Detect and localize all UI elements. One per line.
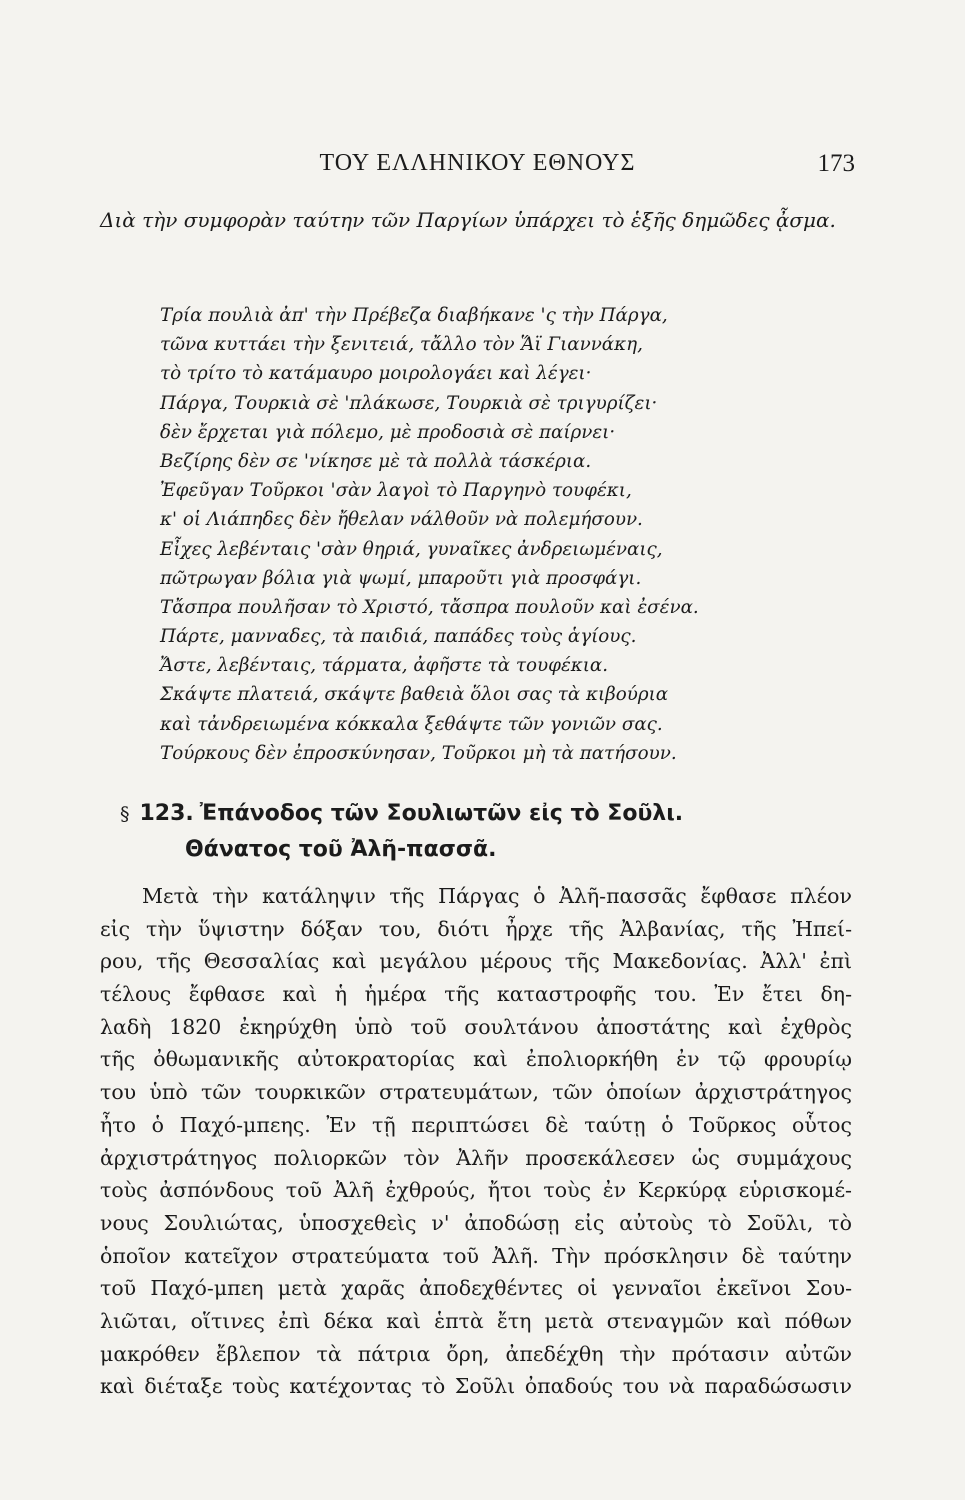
poem — [160, 301, 820, 768]
section-title-line2: Θάνατος τοῦ Ἀλῆ-πασσᾶ. — [185, 837, 497, 862]
poem-line: δὲν ἔρχεται γιὰ πόλεμο, μὲ προδοσιὰ σὲ παίρνει· — [160, 421, 616, 443]
body-line: εἰς τὴν ὕψιστην δόξαν του, διότι ἦρχε τῆς Ἀλβανίας, τῆς Ἠπεί- — [100, 916, 852, 941]
page-number: 173 — [817, 150, 855, 177]
body-line: τέλους ἔφθασε καὶ ἡ ἡμέρα τῆς καταστροφῆς του. Ἐν ἔτει δη- — [100, 982, 852, 1007]
poem-line: τὸ τρίτο τὸ κατάμαυρο μοιρολογάει καὶ λέγει· — [160, 363, 592, 385]
section-mark: § — [120, 803, 130, 825]
section-number: 123. — [139, 801, 194, 826]
section-heading — [120, 796, 840, 868]
poem-line: Βεζίρης δὲν σε 'νίκησε μὲ τὰ πολλὰ τάσκέρια. — [160, 450, 592, 472]
body-line: ρου, τῆς Θεσσαλίας καὶ μεγάλου μέρους τῆς Μακεδονίας. Ἀλλ' ἐπὶ — [100, 949, 852, 974]
running-head — [100, 150, 855, 180]
body-line: τῆς ὀθωμανικῆς αὐτοκρατορίας καὶ ἐπολιορκήθη ἐν τῷ φρουρίῳ — [100, 1047, 852, 1072]
body-line: μακρόθεν ἔβλεπον τὰ πάτρια ὄρη, ἀπεδέχθη τὴν πρότασιν αὐτῶν — [100, 1341, 852, 1366]
body-line: ὁποῖον κατεῖχον στρατεύματα τοῦ Ἀλῆ. Τὴν πρόσκλησιν δὲ ταύτην — [100, 1243, 852, 1268]
body-line: τοὺς ἀσπόνδους τοῦ Ἀλῆ ἐχθρούς, ἤτοι τοὺς ἐν Κερκύρᾳ εὑρισκομέ- — [100, 1178, 852, 1203]
body-line: ἦτο ὁ Παχό-μπεης. Ἐν τῇ περιπτώσει δὲ ταύτῃ ὁ Τοῦρκος οὗτος — [100, 1112, 852, 1137]
body-line: καὶ διέταξε τοὺς κατέχοντας τὸ Σοῦλι ὀπαδούς του νὰ παραδώσωσιν — [100, 1374, 852, 1399]
poem-line: Εἶχες λεβένταις 'σὰν θηριά, γυναῖκες ἀνδρειωμέναις, — [160, 538, 663, 560]
poem-line: Σκάψτε πλατειά, σκάψτε βαθειὰ ὅλοι σας τὰ κιβούρια — [160, 684, 669, 706]
poem-line: Πάρτε, μανναδες, τὰ παιδιά, παπάδες τοὺς ἁγίους. — [160, 626, 637, 648]
poem-line: Ἐφεῦγαν Τοῦρκοι 'σὰν λαγοὶ τὸ Παργηνὸ τουφέκι, — [160, 480, 632, 502]
section-title-line1: Ἐπάνοδος τῶν Σουλιωτῶν εἰς τὸ Σοῦλι. — [199, 801, 684, 826]
body-line: του ὑπὸ τῶν τουρκικῶν στρατευμάτων, τῶν ὁποίων ἀρχιστράτηγος — [100, 1080, 852, 1105]
poem-line: Τἄσπρα πουλῆσαν τὸ Χριστό, τἄσπρα πουλοῦν καὶ ἐσένα. — [160, 596, 699, 618]
body-line: Μετὰ τὴν κατάληψιν τῆς Πάργας ὁ Ἀλῆ-πασσᾶς ἔφθασε πλέον — [142, 884, 852, 908]
body-line: νους Σουλιώτας, ὑποσχεθεὶς ν' ἀποδώσῃ εἰς αὐτοὺς τὸ Σοῦλι, τὸ — [100, 1210, 852, 1235]
body-line: τοῦ Παχό-μπεη μετὰ χαρᾶς ἀποδεχθέντες οἱ γενναῖοι ἐκεῖνοι Σου- — [100, 1276, 852, 1301]
poem-line: Τρία πουλιὰ ἀπ' τὴν Πρέβεζα διαβήκανε 'ς τὴν Πάργα, — [160, 305, 668, 326]
running-title: ΤΟΥ ΕΛΛΗΝΙΚΟΥ ΕΘΝΟΥΣ — [319, 150, 636, 176]
poem-line: Ἄστε, λεβένταις, τάρματα, ἀφῆστε τὰ τουφέκια. — [160, 655, 609, 677]
poem-line: καὶ τἀνδρειωμένα κόκκαλα ξεθάψτε τῶν γονιῶν σας. — [160, 713, 663, 735]
body-paragraph — [100, 880, 852, 1403]
poem-line: Τούρκους δὲν ἐπροσκύνησαν, Τοῦρκοι μὴ τὰ πατήσουν. — [160, 742, 677, 764]
body-line: ἀρχιστράτηγος πολιορκῶν τὸν Ἀλῆν προσεκάλεσεν ὡς συμμάχους — [100, 1145, 852, 1170]
body-line: λαδὴ 1820 ἐκηρύχθη ὑπὸ τοῦ σουλτάνου ἀποστάτης καὶ ἐχθρὸς — [100, 1014, 852, 1039]
poem-line: κ' οἱ Λιάπηδες δὲν ἤθελαν νάλθοῦν νὰ πολεμήσουν. — [160, 509, 643, 531]
intro-paragraph: Διὰ τὴν συμφορὰν ταύτην τῶν Παργίων ὑπάρχει τὸ ἑξῆς δημῶδες ᾆσμα. — [100, 208, 836, 232]
poem-line: πῶτρωγαν βόλια γιὰ ψωμί, μπαροῦτι γιὰ προσφάγι. — [160, 567, 642, 589]
poem-line: τῶνα κυττάει τὴν ξενιτειά, τἄλλο τὸν Ἅϊ Γιαννάκη, — [160, 334, 643, 356]
body-line: λιῶται, οἵτινες ἐπὶ δέκα καὶ ἑπτὰ ἔτη μετὰ στεναγμῶν καὶ πόθων — [100, 1308, 852, 1333]
poem-line: Πάργα, Τουρκιὰ σὲ 'πλάκωσε, Τουρκιὰ σὲ τριγυρίζει· — [160, 392, 658, 414]
